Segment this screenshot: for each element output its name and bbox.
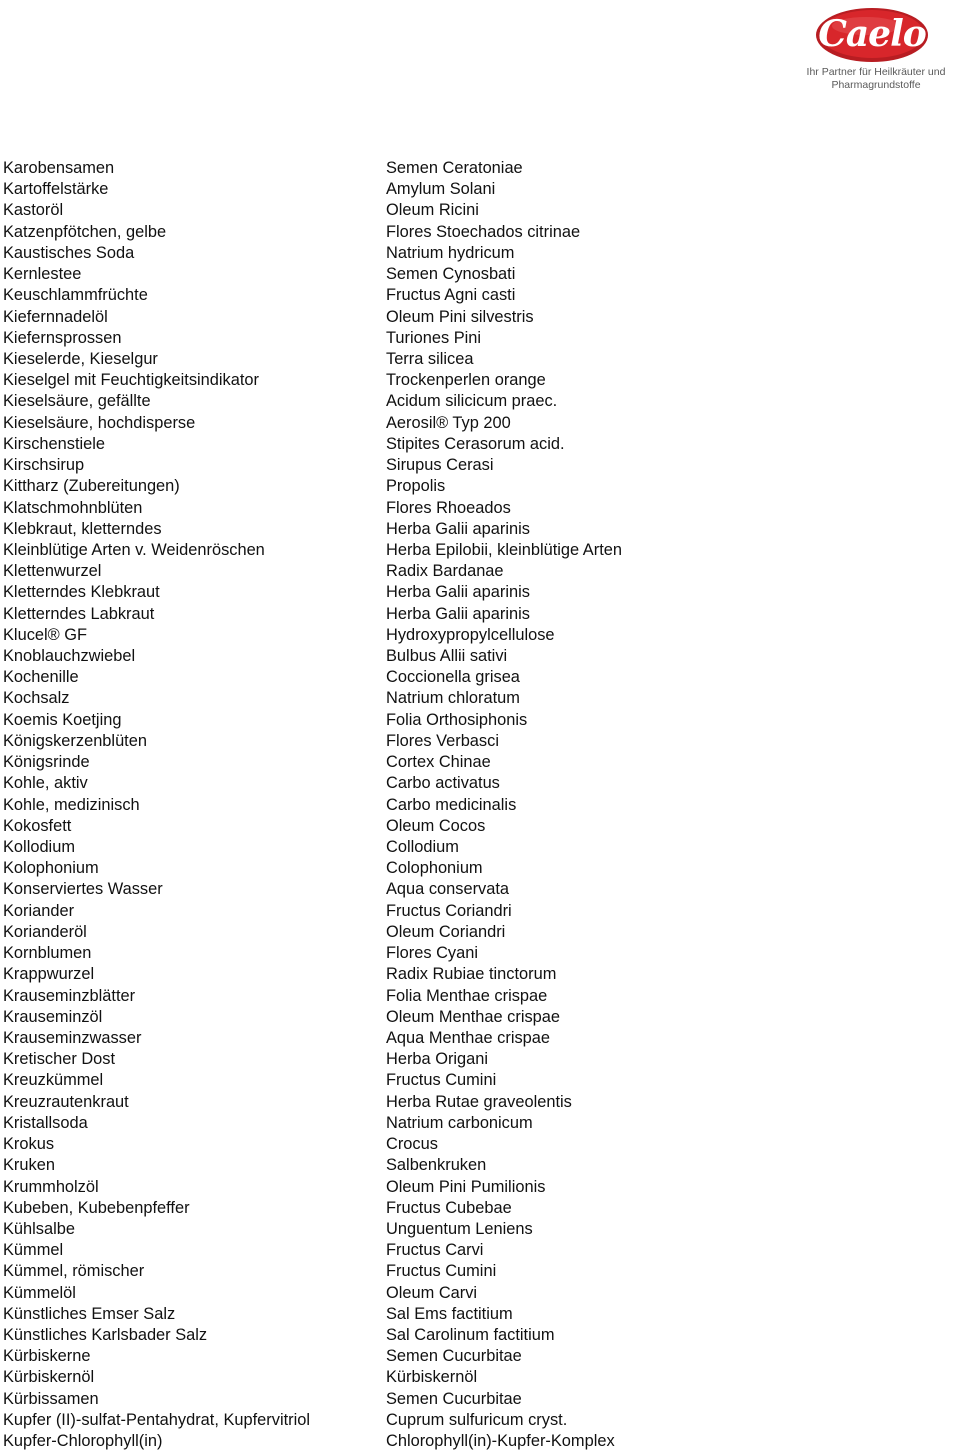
glossary-entry: [3, 1240, 953, 1261]
latin-name: Colophonium: [386, 859, 483, 878]
glossary-entry: [3, 795, 953, 816]
glossary-entry: [3, 370, 953, 391]
glossary-entry: [3, 540, 953, 561]
latin-name: Bulbus Allii sativi: [386, 647, 508, 666]
german-term: Königsrinde: [3, 753, 90, 772]
latin-name: Natrium carbonicum: [386, 1113, 533, 1132]
german-term: Klucel® GF: [3, 625, 88, 644]
latin-name: Sal Carolinum factitium: [386, 1326, 555, 1345]
german-term: Kollodium: [3, 838, 75, 856]
german-term: Künstliches Emser Salz: [3, 1304, 176, 1323]
logo-tagline: [796, 66, 956, 92]
german-term: Kreuzrautenkraut: [3, 1092, 129, 1111]
glossary-entry: [3, 1346, 953, 1367]
glossary-entry: [3, 328, 953, 349]
glossary-entry: [3, 1431, 953, 1452]
german-term: Kühlsalbe: [3, 1219, 75, 1238]
glossary-entry: [3, 1410, 953, 1431]
latin-name: Herba Origani: [386, 1050, 489, 1069]
glossary-entry: [3, 1304, 953, 1325]
latin-name: Semen Cucurbitae: [386, 1389, 522, 1408]
latin-name: Flores Verbasci: [386, 731, 499, 750]
latin-name: Semen Cucurbitae: [386, 1347, 522, 1366]
latin-name: Carbo activatus: [386, 774, 500, 793]
glossary-entry: [3, 1283, 953, 1304]
glossary-entry: [3, 519, 953, 540]
glossary-entry: [3, 688, 953, 709]
latin-name: Carbo medicinalis: [386, 795, 517, 814]
latin-name: Folia Orthosiphonis: [386, 710, 528, 729]
latin-name: Turiones Pini: [386, 328, 482, 347]
latin-name: Fructus Cumini: [386, 1071, 497, 1090]
glossary-entry: [3, 752, 953, 773]
german-term: Kümmel: [3, 1241, 64, 1260]
glossary-entry: [3, 391, 953, 412]
german-term: Kruken: [3, 1156, 55, 1175]
glossary-entry: [3, 1070, 953, 1091]
german-term: Kupfer-Chlorophyll(in): [3, 1432, 163, 1451]
glossary-entry: [3, 1367, 953, 1388]
glossary-entry: [3, 667, 953, 688]
latin-name: Herba Galii aparinis: [386, 604, 530, 623]
glossary-entry: [3, 434, 953, 455]
glossary-entry: [3, 1261, 953, 1282]
german-term: Kernlestee: [3, 265, 82, 284]
german-term: Konserviertes Wasser: [3, 880, 163, 899]
glossary-entry: [3, 986, 953, 1007]
latin-name: Unguentum Leniens: [386, 1219, 533, 1238]
german-term: Kittharz (Zubereitungen): [3, 477, 180, 496]
latin-name: Kürbiskernöl: [386, 1368, 478, 1387]
german-term: Klatschmohnblüten: [3, 498, 143, 517]
glossary-entry: [3, 773, 953, 794]
german-term: Kohle, aktiv: [3, 774, 88, 793]
glossary-entry: [3, 561, 953, 582]
latin-name: Acidum silicicum praec.: [386, 392, 558, 411]
latin-name: Semen Cynosbati: [386, 265, 516, 284]
glossary-entry: [3, 710, 953, 731]
logo-tagline-line-2: Pharmagrundstoffe: [831, 79, 921, 91]
glossary-entry: [3, 349, 953, 370]
latin-name: Sirupus Cerasi: [386, 456, 494, 475]
latin-name: Fructus Cumini: [386, 1262, 497, 1281]
latin-name: Aqua conservata: [386, 880, 510, 899]
german-term: Kieselerde, Kieselgur: [3, 349, 158, 368]
glossary-entry: [3, 243, 953, 264]
latin-name: Natrium hydricum: [386, 243, 515, 262]
latin-name: Stipites Cerasorum acid.: [386, 434, 565, 453]
latin-name: Salbenkruken: [386, 1156, 487, 1175]
glossary-entry: [3, 943, 953, 964]
glossary-entry: [3, 1113, 953, 1134]
glossary-entry: [3, 879, 953, 900]
latin-name: Folia Menthae crispae: [386, 986, 548, 1005]
glossary-entry: [3, 837, 953, 858]
glossary-entry: [3, 222, 953, 243]
latin-name: Terra silicea: [386, 349, 474, 368]
german-term: Krauseminzblätter: [3, 986, 136, 1005]
german-term: Keuschlammfrüchte: [3, 286, 148, 305]
latin-name: Fructus Cubebae: [386, 1198, 512, 1217]
glossary-entry: [3, 413, 953, 434]
glossary-entry: [3, 1155, 953, 1176]
german-term: Klettenwurzel: [3, 562, 102, 581]
glossary-entry: [3, 731, 953, 752]
latin-name: Chlorophyll(in)-Kupfer-Komplex: [386, 1432, 615, 1451]
glossary-entry: [3, 646, 953, 667]
german-term: Kürbiskerne: [3, 1347, 91, 1366]
glossary-entry: [3, 922, 953, 943]
german-term: Kreuzkümmel: [3, 1071, 104, 1090]
german-term: Kieselgel mit Feuchtigkeitsindikator: [3, 371, 259, 390]
glossary-entry: [3, 158, 953, 179]
german-term: Kohle, medizinisch: [3, 795, 140, 814]
german-term: Koriander: [3, 901, 75, 920]
latin-name: Cortex Chinae: [386, 753, 491, 772]
german-term: Korianderöl: [3, 922, 87, 941]
glossary-entry: [3, 285, 953, 306]
latin-name: Radix Rubiae tinctorum: [386, 965, 557, 984]
logo-tagline-line-1: Ihr Partner für Heilkräuter und: [806, 66, 946, 78]
glossary-entry: [3, 200, 953, 221]
german-term: Kristallsoda: [3, 1113, 88, 1132]
glossary-entry: [3, 964, 953, 985]
latin-name: Oleum Carvi: [386, 1283, 478, 1302]
glossary-entry: [3, 1092, 953, 1113]
latin-name: Herba Epilobii, kleinblütige Arten: [386, 540, 622, 559]
glossary-entry: [3, 1198, 953, 1219]
latin-name: Sal Ems factitium: [386, 1304, 513, 1323]
german-term: Krauseminzöl: [3, 1007, 103, 1026]
glossary-entry: [3, 179, 953, 200]
latin-name: Oleum Menthae crispae: [386, 1007, 561, 1026]
glossary-entry: [3, 307, 953, 328]
german-term: Klebkraut, kletterndes: [3, 519, 162, 538]
glossary-entry: [3, 498, 953, 519]
glossary-list: [3, 158, 953, 1452]
latin-name: Collodium: [386, 838, 459, 856]
german-term: Kochenille: [3, 668, 79, 687]
latin-name: Radix Bardanae: [386, 562, 504, 581]
german-term: Kletterndes Klebkraut: [3, 583, 160, 602]
glossary-entry: [3, 455, 953, 476]
german-term: Kolophonium: [3, 859, 99, 878]
german-term: Kirschenstiele: [3, 434, 106, 453]
german-term: Kieselsäure, hochdisperse: [3, 413, 196, 432]
glossary-entry: [3, 1049, 953, 1070]
latin-name: Propolis: [386, 477, 446, 496]
latin-name: Herba Rutae graveolentis: [386, 1092, 572, 1111]
german-term: Katzenpfötchen, gelbe: [3, 222, 167, 241]
latin-name: Semen Ceratoniae: [386, 159, 523, 177]
latin-name: Trockenperlen orange: [386, 371, 546, 390]
glossary-entry: [3, 476, 953, 497]
latin-name: Fructus Carvi: [386, 1241, 484, 1260]
german-term: Kirschsirup: [3, 456, 85, 475]
glossary-entry: [3, 1177, 953, 1198]
german-term: Koemis Koetjing: [3, 710, 122, 729]
glossary-entry: [3, 582, 953, 603]
glossary-entry: [3, 1028, 953, 1049]
latin-name: Aerosil® Typ 200: [386, 413, 511, 432]
glossary-entry: [3, 1389, 953, 1410]
german-term: Krappwurzel: [3, 965, 95, 984]
glossary-entry: [3, 816, 953, 837]
german-term: Kornblumen: [3, 944, 92, 963]
glossary-entry: [3, 1325, 953, 1346]
german-term: Krauseminzwasser: [3, 1028, 142, 1047]
german-term: Kastoröl: [3, 201, 64, 220]
latin-name: Amylum Solani: [386, 180, 496, 199]
german-term: Kartoffelstärke: [3, 180, 109, 199]
glossary-entry: [3, 604, 953, 625]
latin-name: Coccionella grisea: [386, 668, 520, 687]
latin-name: Herba Galii aparinis: [386, 519, 530, 538]
latin-name: Aqua Menthae crispae: [386, 1028, 551, 1047]
latin-name: Fructus Coriandri: [386, 901, 512, 920]
german-term: Kieselsäure, gefällte: [3, 392, 151, 411]
latin-name: Oleum Coriandri: [386, 922, 506, 941]
latin-name: Oleum Ricini: [386, 201, 479, 220]
german-term: Kiefernnadelöl: [3, 307, 108, 326]
german-term: Krummholzöl: [3, 1177, 99, 1196]
german-term: Kümmelöl: [3, 1283, 76, 1302]
glossary-entry: [3, 264, 953, 285]
german-term: Künstliches Karlsbader Salz: [3, 1326, 208, 1345]
latin-name: Crocus: [386, 1135, 438, 1154]
german-term: Königskerzenblüten: [3, 731, 147, 750]
glossary-entry: [3, 1007, 953, 1028]
latin-name: Natrium chloratum: [386, 689, 520, 708]
german-term: Karobensamen: [3, 159, 115, 177]
latin-name: Fructus Agni casti: [386, 286, 516, 305]
german-term: Kubeben, Kubebenpfeffer: [3, 1198, 190, 1217]
caelo-logo: [796, 6, 956, 98]
glossary-entry: [3, 1219, 953, 1240]
german-term: Knoblauchzwiebel: [3, 647, 136, 666]
logo-wordmark: Caelo: [818, 13, 926, 55]
latin-name: Herba Galii aparinis: [386, 583, 530, 602]
german-term: Kokosfett: [3, 816, 72, 835]
german-term: Kupfer (II)-sulfat-Pentahydrat, Kupfervitriol: [3, 1410, 310, 1429]
german-term: Kochsalz: [3, 689, 70, 708]
latin-name: Hydroxypropylcellulose: [386, 625, 555, 644]
glossary-entry: [3, 625, 953, 646]
german-term: Kleinblütige Arten v. Weidenröschen: [3, 540, 265, 559]
latin-name: Oleum Pini silvestris: [386, 307, 534, 326]
german-term: Kürbissamen: [3, 1389, 99, 1408]
latin-name: Oleum Pini Pumilionis: [386, 1177, 546, 1196]
german-term: Kümmel, römischer: [3, 1262, 145, 1281]
german-term: Kretischer Dost: [3, 1050, 116, 1069]
german-term: Kiefernsprossen: [3, 328, 122, 347]
glossary-entry: [3, 1134, 953, 1155]
german-term: Kürbiskernöl: [3, 1368, 95, 1387]
latin-name: Flores Cyani: [386, 944, 478, 963]
glossary-entry: [3, 858, 953, 879]
latin-name: Flores Stoechados citrinae: [386, 222, 581, 241]
german-term: Krokus: [3, 1135, 55, 1154]
glossary-entry: [3, 901, 953, 922]
latin-name: Cuprum sulfuricum cryst.: [386, 1410, 568, 1429]
latin-name: Oleum Cocos: [386, 816, 486, 835]
latin-name: Flores Rhoeados: [386, 498, 511, 517]
german-term: Kaustisches Soda: [3, 243, 135, 262]
german-term: Kletterndes Labkraut: [3, 604, 155, 623]
